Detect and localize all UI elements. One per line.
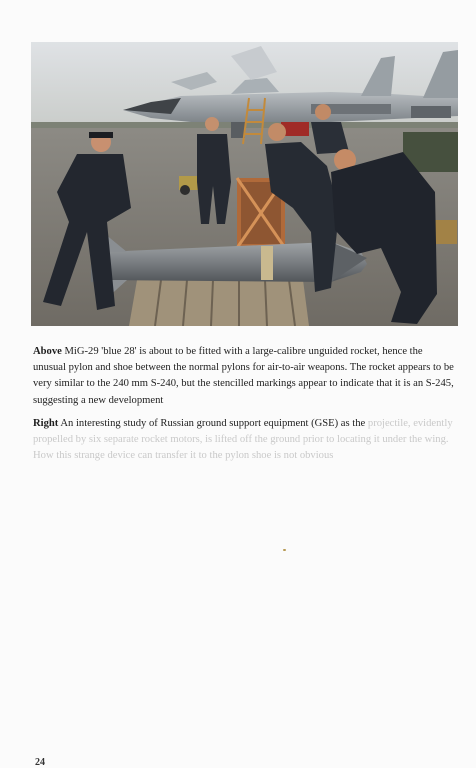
print-speck [283, 549, 286, 551]
wooden-pallet [129, 280, 309, 326]
photo-mig29-rocket-loading [31, 42, 458, 326]
caption-lead: Above [33, 346, 62, 357]
caption-body: MiG-29 'blue 28' is about to be fitted with a large-calibre unguided rocket, hence the unusual pylon and shoe between the normal pylons for air-to-air weapons. The rocket appears to be very similar to the 240 mm S-240, but the stencilled markings appear to indicate that it is an S-245, suggesting a new development [33, 346, 454, 406]
caption-body: An interesting study of Russian ground support equipment (GSE) as the [60, 417, 366, 429]
caption-body-faded: projectile, evidently propelled by six separate rocket motors, is lifted off the ground prior to locating it under the wing. How this strange device can transfer it to the pylon shoe is not obvious [33, 417, 453, 462]
caption-above [33, 344, 458, 409]
photo-illustration [31, 42, 458, 326]
page-number: 24 [35, 757, 45, 768]
caption-lead: Right [33, 417, 59, 429]
captions [33, 344, 458, 464]
caption-right [33, 416, 458, 465]
